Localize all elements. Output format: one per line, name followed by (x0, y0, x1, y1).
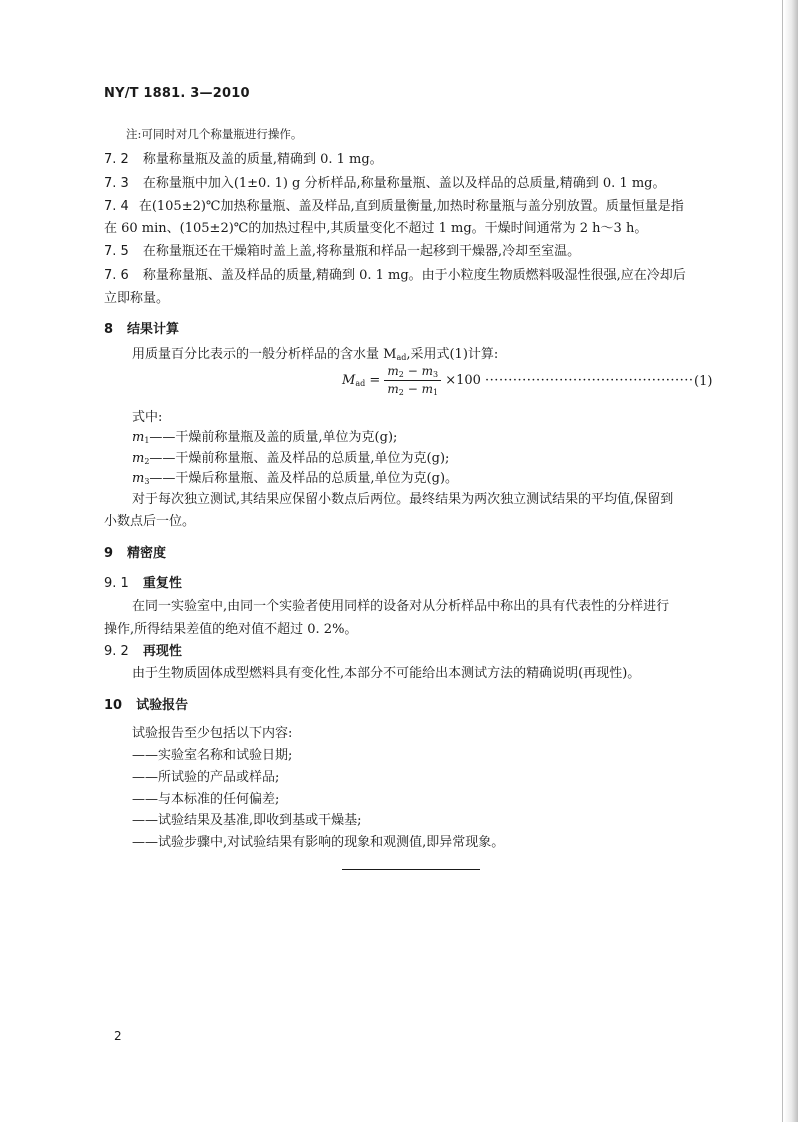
variable-m3: $m_3——$干燥后称量瓶、盖及样品的总质量,单位为克(g)。 (132, 471, 459, 486)
step-number: 7. 3 (104, 176, 129, 191)
scan-edge-shadow (784, 0, 798, 1122)
report-item: ——所试验的产品或样品; (132, 770, 280, 785)
step-7-4 (104, 195, 684, 214)
result-rule-line2: 小数点后一位。 (104, 514, 196, 529)
scan-edge-line (782, 0, 783, 1122)
step-text: 称量称量瓶、盖及样品的质量,精确到 0. 1 mg。由于小粒度生物质燃料吸湿性很强,应在冷却后 (142, 268, 686, 283)
step-7-6 (104, 264, 686, 283)
end-rule (342, 869, 480, 870)
section-8-intro: 用质量百分比表示的一般分析样品的含水量 $M_{ad}$,采用式(1)计算: (132, 347, 499, 362)
step-text: 在称量瓶中加入(1±0. 1) g 分析样品,称量称量瓶、盖以及样品的总质量,精确到 0. 1 mg。 (142, 176, 666, 191)
variable-m2: $m_2——$干燥前称量瓶、盖及样品的总质量,单位为克(g); (132, 451, 450, 466)
result-rule-line1: 对于每次独立测试,其结果应保留小数点后两位。最终结果为两次独立测试结果的平均值,保留到 (132, 492, 674, 507)
report-intro: 试验报告至少包括以下内容: (132, 726, 293, 741)
subsection-9-2-heading: 9. 2 再现性 (104, 644, 182, 659)
formula-lhs: M (342, 373, 356, 388)
section-title: 结果计算 (127, 322, 180, 337)
step-number: 7. 2 (104, 152, 129, 167)
formula-fraction (384, 364, 441, 397)
formula-number: (1) (694, 374, 713, 389)
where-label: 式中: (132, 410, 163, 425)
note-text: 注:可同时对几个称量瓶进行操作。 (126, 127, 303, 141)
repeatability-line2: 操作,所得结果差值的绝对值不超过 0. 2%。 (104, 622, 358, 637)
formula-numerator: $m_2 - m_3$ (384, 364, 441, 381)
section-10-heading: 10 试验报告 (104, 698, 189, 713)
step-7-4-continued: 在 60 min、(105±2)℃的加热过程中,其质量变化不超过 1 mg。干燥时间通常为 2 h～3 h。 (104, 221, 648, 236)
step-number: 7. 6 (104, 268, 129, 283)
subsection-9-1-heading: 9. 1 重复性 (104, 576, 182, 591)
step-7-3 (104, 172, 666, 191)
reproducibility-line1: 由于生物质固体成型燃料具有变化性,本部分不可能给出本测试方法的精确说明(再现性)。 (132, 666, 641, 681)
step-7-6-continued: 立即称量。 (104, 291, 170, 306)
formula-1: $M_{ad}$ = $\frac{m_2 - m_3}{m_2 - m_1}$ ×100 ············································· (342, 364, 694, 397)
variable-m1: $m_1——$干燥前称量瓶及盖的质量,单位为克(g); (132, 430, 398, 445)
step-text: 在(105±2)℃加热称量瓶、盖及样品,直到质量衡量,加热时称量瓶与盖分别放置。质量恒量是指 (138, 199, 684, 214)
step-text: 在称量瓶还在干燥箱时盖上盖,将称量瓶和样品一起移到干燥器,冷却至室温。 (142, 244, 581, 259)
report-item: ——实验室名称和试验日期; (132, 748, 293, 763)
standard-id: NY/T 1881. 3—2010 (104, 86, 250, 101)
step-number: 7. 5 (104, 244, 129, 259)
page-number: 2 (114, 1029, 122, 1043)
formula-times: ×100 (445, 373, 481, 388)
formula-equals: = (369, 373, 381, 388)
step-text: 称量称量瓶及盖的质量,精确到 0. 1 mg。 (142, 152, 383, 167)
report-item: ——试验结果及基准,即收到基或干燥基; (132, 813, 362, 828)
step-7-2 (104, 148, 383, 167)
formula-denominator: $m_2 - m_1$ (387, 382, 439, 397)
step-number: 7. 4 (104, 199, 129, 214)
section-8-heading (104, 318, 179, 337)
section-number: 8 (104, 322, 114, 337)
report-item: ——试验步骤中,对试验结果有影响的现象和观测值,即异常现象。 (132, 835, 505, 850)
step-7-5 (104, 240, 580, 259)
formula-leader-dots: ············································· (485, 373, 694, 388)
section-9-heading: 9 精密度 (104, 546, 167, 561)
repeatability-line1: 在同一实验室中,由同一个实验者使用同样的设备对从分析样品中称出的具有代表性的分样进行 (132, 599, 670, 614)
report-item: ——与本标准的任何偏差; (132, 792, 280, 807)
